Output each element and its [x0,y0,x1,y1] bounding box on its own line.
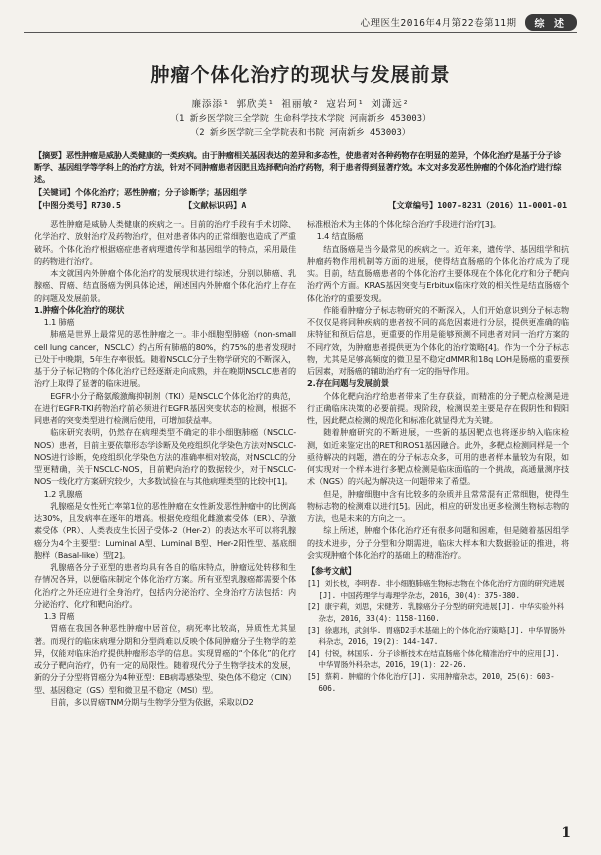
keywords: 【关键词】个体化治疗；恶性肿瘤；分子诊断学；基因组学 [34,187,247,197]
body-paragraph: 临床研究表明，仍然存在病理类型不确定的非小细胞肺癌（NSCLC-NOS）患者，目前主要依靠形态学诊断及免疫组织化学染色方法对NSCLC-NOS进行诊断，免疫组织化学染色方法的准确率相对较高，对NSCLC的分型更精确，关于NSCLC-NOS，目前靶向治疗的数据较少，对于NSCLC-NOS一线化疗方案研究较少，大多数试验在与其他病理类型的比较中[1]。 [34,427,296,487]
section-heading: 2.存在问题与发展前景 [307,378,389,389]
section-badge: 综 述 [525,14,577,31]
reference-item: [3] 徐惠玮，武剑华. 胃癌D2手术基础上的个体化治疗策略[J]. 中华胃肠外科杂志，2016，19(2)：144-147. [307,625,566,647]
reference-item: [5] 蔡莉. 肿瘤的个体化治疗[J]. 实用肿瘤杂志，2010，25(6)：603-606. [307,672,555,693]
body-paragraph: 胃癌在我国各种恶性肿瘤中居首位，病死率比较高，异质性尤其显著。而现行的临床病理分期和分型尚难以反映个体间肿瘤分子生物学的差异，仅能对临床治疗提供肿瘤形态学的信息。实现胃癌的“个体化”的化疗或分子靶向治疗，仍有一定的局限性。随着现代分子生物学技术的发展，新的分子分型将胃癌分为4种亚型：EB病毒感染型、染色体不稳定（CIN）型、基因稳定（GS）型和微卫星不稳定（MSI）型。 [34,623,296,695]
page-number: 1 [561,825,571,841]
references-heading: 【参考文献】 [307,566,356,576]
body-paragraph: 本文就国内外肿瘤个体化治疗的发展现状进行综述，分别以肺癌、乳腺癌、胃癌、结直肠癌为例具体论述，阐述国内外肿瘤个体化治疗上存在的问题及发展前景。 [34,268,296,303]
author-list: 廉添添¹ 郭欣美¹ 祖丽敏² 寇岩珂¹ 刘潇远² [191,99,410,110]
body-paragraph: 乳腺癌各分子亚型的患者均具有各自的临床特点，肿瘤远处转移和生存情况各异，以便临床制定个体化治疗方案。所有亚型乳腺癌都需要个体化治疗之外还应进行全身治疗，包括内分泌治疗、全身治疗方法包括：内分泌治疗、化疗和靶向治疗。 [34,562,296,609]
body-paragraph: 结直肠癌是当今最常见的疾病之一。近年来，遗传学、基因组学和抗肿瘤药物作用机制等方面的进展，使得结直肠癌的个体化治疗成为了现实。目前，结直肠癌患者的个体化治疗主要体现在个体化化疗和分子靶向治疗两个方面。KRAS基因突变与Erbitux临床疗效的相关性是结直肠癌个体化治疗的重要发现。 [307,243,569,303]
affiliation-2: （2 新乡医学院三全学院表和书院 河南新乡 453003） [190,128,411,138]
reference-item: [4] 付锐，林国乐. 分子诊断技术在结直肠癌个体化精准治疗中的应用[J]. 中华胃肠外科杂志，2016，19(1)：22-26. [307,648,560,670]
article-number: 【文章编号】1007-8231（2016）11-0001-01 [388,200,567,210]
body-paragraph: 但是，肿瘤细胞中含有比较多的杂质并且常常混有正常细胞，使得生物标志物的检测难以进行[5]。因此，相应的研发出更多检测生物标志物的方法，也是未来的方向之一。 [307,488,569,523]
right-column-body [307,218,569,561]
body-paragraph: 恶性肿瘤是威胁人类健康的疾病之一。目前的治疗手段有手术切除、化学治疗、放射治疗及药物治疗，但对患者体内的正常细胞也造成了严重破坏。个体化治疗根据癌症患者病理遗传学和基因组学的特点，采用最佳的药物进行治疗。 [34,219,296,266]
clc-number: 【中图分类号】R730.5 [34,200,121,210]
section-heading: 1.肿瘤个体化治疗的现状 [34,304,125,315]
subsection-heading: 1.4 结直肠癌 [316,231,364,242]
affiliation-1: （1 新乡医学院三全学院 生命科学技术学院 河南新乡 453003） [170,114,431,124]
body-paragraph: EGFR小分子酪氨酸激酶抑制剂（TKI）是NSCLC个体化治疗的典范，在进行EGFR-TKI药物治疗前必须进行EGFR基因突变状态的检测，根据不同患者的突变类型进行检测后使用，可增加获益率。 [34,390,296,425]
subsection-heading: 1.2 乳腺癌 [43,488,83,499]
document-code: 【文献标识码】A [184,200,247,210]
body-paragraph: 乳腺癌是女性死亡率第1位的恶性肿瘤在女性新发恶性肿瘤中的比例高达30%，且发病率在逐年的增高。根据免疫组化雌激素受体（ER）、孕激素受体（PR）、人类表皮生长因子受体-2（Her-2）的表达水平可以将乳腺癌分为4个主要型：Luminal A型、Luminal B型、Her-2阳性型、基底细胞样（Basal-like）型[2]。 [34,500,296,560]
body-paragraph: 综上所述，肿瘤个体化治疗还有很多问题和困难，但是随着基因组学的技术进步，分子分型和分期需进，临床大样本和大数据验证的推进，将会实现肿瘤个体化治疗的基础上的精准治疗。 [307,525,569,560]
subsection-heading: 1.3 胃癌 [43,611,75,621]
journal-issue: 心理医生2016年4月第22卷第11期 [360,18,517,29]
reference-list [307,578,569,694]
right-column [307,218,569,694]
body-paragraph: 个体化靶向治疗给患者带来了生存获益，而精准的分子靶点检测是进行正确临床决策的必要前提。现阶段，检测误差主要是存在假阴性和假阳性，因此靶点检测的规范化和标准化就显得尤为关键。 [307,390,569,425]
abstract: 【摘要】恶性肿瘤是威胁人类健康的一类疾病。由于肿瘤相关基因表达的差异和多态性，使患者对各种药物存在明显的差异，个体化治疗是基于分子诊断学、基因组学等学科上的治疗方法，针对不同肿瘤患者因肥且选择靶向治疗药物，利于患者得到显著疗效。本文对多发恶性肿瘤的个体化治疗进行综述。 [34,150,562,184]
body-paragraph: 肺癌是世界上最常见的恶性肿瘤之一。非小细胞型肺癌（non-small cell lung cancer，NSCLC）约占所有肺癌的80%，约75%的患者发现时已处于中晚期，5年生存率很低。随着NSCLC分子生物学研究的不断深入，基于分子标记物的个体化治疗已经逐渐走向成熟，并在晚期NSCLC患者的治疗上取得了显著的临床进展。 [34,329,296,389]
references [307,565,569,694]
body-paragraph: 随着肿瘤研究的不断进展，一些新的基因靶点也将逐步纳入临床检测，如近来鉴定出的RET和ROS1基因融合。此外，多靶点检测同样是一个亟待解决的问题，潜在的分子标志众多，可用的患者样本量较为有限，如何实现对一个样本进行多靶点检测是临床面临的一个挑战，高通量测序技术（NGS）的兴起为解决这一问题带来了希望。 [307,427,569,487]
body-paragraph: 作能看肿瘤分子标志物研究的不断深入，人们开始意识到分子标志物不仅仅是将同种疾病的患者按不同的高危因素进行分层，提供更准确的临床特征和预后信息，更重要的作用是能够预测不同患者对同一治疗方案的不同疗效，为肿瘤患者提供更为个体化的治疗策略[4]。作为一个分子标志物，尤其是足够高频度的微卫星不稳定dMMR和18q LOH是肠癌的重要预后因素，对肠癌的辅助治疗有一定的指导作用。 [307,304,569,376]
subsection-heading: 1.1 肺癌 [43,317,75,327]
reference-item: [2] 康宇莉，刘思，宋健芳. 乳腺癌分子分型的研究进展[J]. 中华实验外科杂志，2016，33(4)：1158-1160. [307,602,565,624]
body-paragraph: 目前，多以胃癌TNM分期与生物学分型为依据，采取以D2 [50,696,254,707]
article-title: 肿瘤个体化治疗的现状与发展前景 [150,64,451,86]
running-header [24,12,577,33]
body-paragraph: 标准根治术为主体的个体化综合治疗手段进行治疗[3]。 [307,219,501,229]
left-column [34,218,296,708]
reference-item: [1] 刘长枝，李明春. 非小细胞肺癌生物标志物在个体化治疗方面的研究进展[J]. 中国药理学与毒理学杂志，2016，30(4)：375-380. [307,579,565,600]
